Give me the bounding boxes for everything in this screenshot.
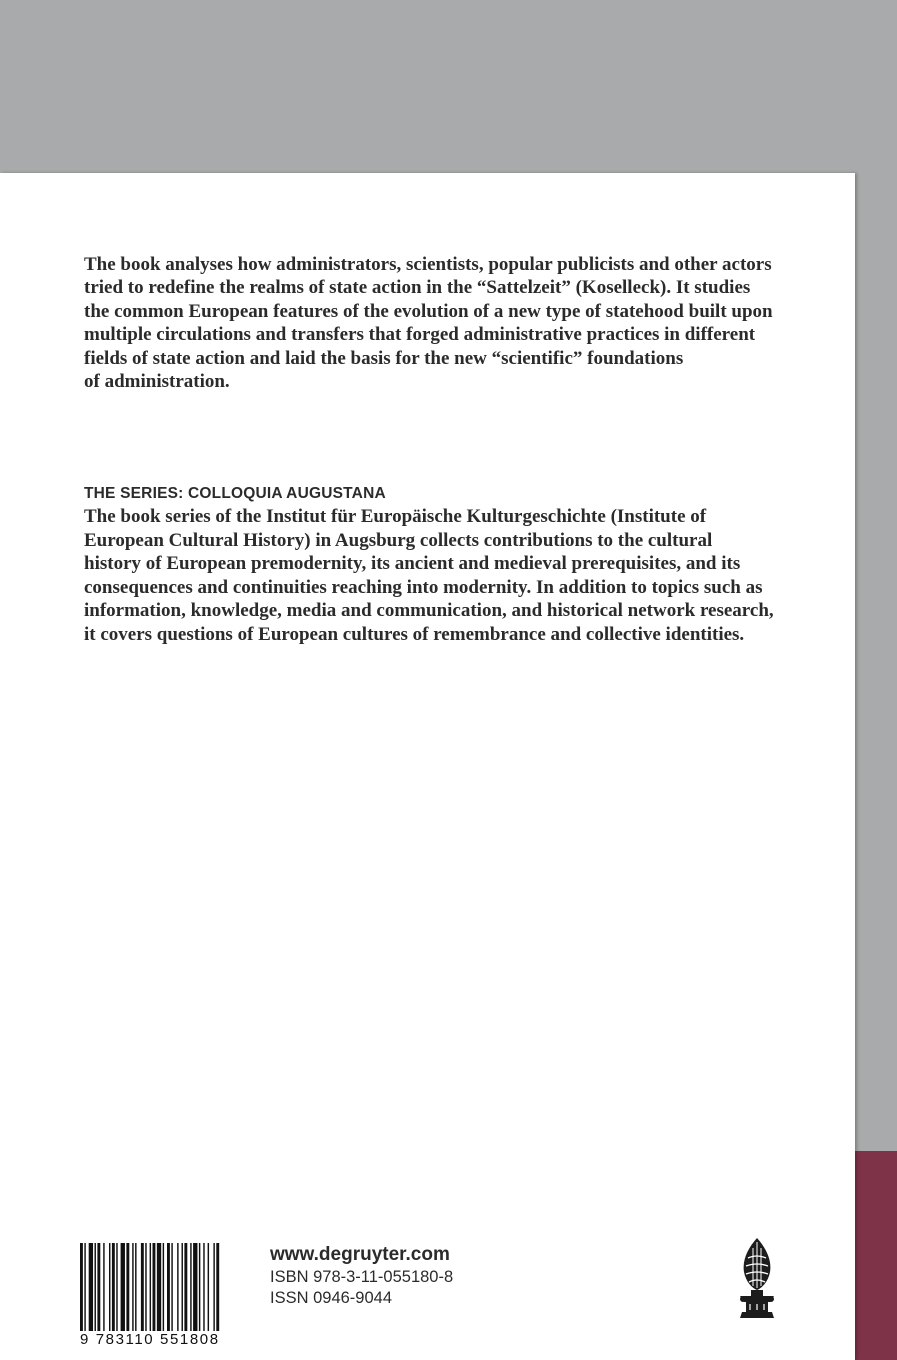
barcode-bar bbox=[103, 1243, 104, 1335]
barcode-bar bbox=[213, 1243, 214, 1335]
description-line: tried to redefine the realms of state action in the “Sattelzeit” (Koselleck). It studies bbox=[84, 277, 751, 299]
barcode-bar bbox=[135, 1243, 136, 1335]
barcode-bar bbox=[126, 1243, 129, 1335]
series-description bbox=[84, 505, 804, 647]
barcode-bar bbox=[177, 1243, 178, 1335]
description-line: fields of state action and laid the basis for the new “scientific” foundations bbox=[84, 347, 684, 369]
description-line: The book analyses how administrators, scientists, popular publicists and other actors bbox=[84, 254, 772, 275]
barcode-bar bbox=[109, 1243, 110, 1335]
barcode-bar bbox=[193, 1243, 197, 1335]
barcode-bar bbox=[199, 1243, 200, 1335]
series-line: The book series of the Institut für Europäische Kulturgeschichte (Institute of bbox=[84, 506, 707, 527]
series-heading: THE SERIES: COLLOQUIA AUGUSTANA bbox=[84, 485, 386, 502]
isbn-number: ISBN 978-3-11-055180-8 bbox=[270, 1268, 454, 1286]
barcode-bar bbox=[208, 1243, 209, 1335]
barcode-bar bbox=[203, 1243, 204, 1335]
accent-strip bbox=[855, 1151, 897, 1360]
barcode-bar bbox=[116, 1243, 117, 1335]
series-line: information, knowledge, media and communication, and historical network research, bbox=[84, 600, 774, 622]
series-line: consequences and continuities reaching into modernity. In addition to topics such as bbox=[84, 576, 763, 598]
barcode-bar bbox=[167, 1243, 170, 1335]
barcode-bar bbox=[216, 1243, 219, 1335]
book-description bbox=[84, 253, 784, 393]
barcode-bar bbox=[132, 1243, 133, 1335]
barcode-bar bbox=[184, 1243, 187, 1335]
barcode-bar bbox=[190, 1243, 191, 1335]
barcode-bar bbox=[182, 1243, 183, 1335]
barcode-bars bbox=[78, 1243, 266, 1335]
publisher-info bbox=[270, 1243, 453, 1309]
barcode-bar bbox=[145, 1243, 146, 1335]
series-line: history of European premodernity, its ancient and medieval prerequisites, and its bbox=[84, 553, 741, 575]
barcode-bar bbox=[163, 1243, 164, 1335]
issn-number: ISSN 0946-9044 bbox=[270, 1289, 393, 1307]
barcode-bar bbox=[121, 1243, 125, 1335]
series-line: it covers questions of European cultures of remembrance and collective identities. bbox=[84, 623, 745, 645]
description-line: the common European features of the evolution of a new type of statehood built upon bbox=[84, 300, 773, 322]
description-line: multiple circulations and transfers that forged administrative practices in different bbox=[84, 324, 756, 346]
barcode-bar bbox=[80, 1243, 83, 1335]
barcode-bar bbox=[95, 1243, 96, 1335]
description-line: of administration. bbox=[84, 371, 230, 393]
barcode-bar bbox=[112, 1243, 115, 1335]
isbn-barcode bbox=[78, 1243, 266, 1355]
barcode-bar bbox=[97, 1243, 100, 1335]
barcode-bar bbox=[89, 1243, 93, 1335]
barcode-bar bbox=[153, 1243, 156, 1335]
series-line: European Cultural History) in Augsburg collects contributions to the cultural bbox=[84, 529, 713, 551]
publisher-website[interactable]: www.degruyter.com bbox=[270, 1244, 450, 1265]
barcode-digits: 9 783110 551808 bbox=[78, 1331, 268, 1348]
back-cover bbox=[0, 173, 855, 1360]
barcode-bar bbox=[141, 1243, 144, 1335]
barcode-bar bbox=[150, 1243, 151, 1335]
barcode-bar bbox=[84, 1243, 85, 1335]
barcode-bar bbox=[157, 1243, 161, 1335]
barcode-bar bbox=[171, 1243, 172, 1335]
pine-cone-pedestal-icon bbox=[736, 1236, 778, 1320]
